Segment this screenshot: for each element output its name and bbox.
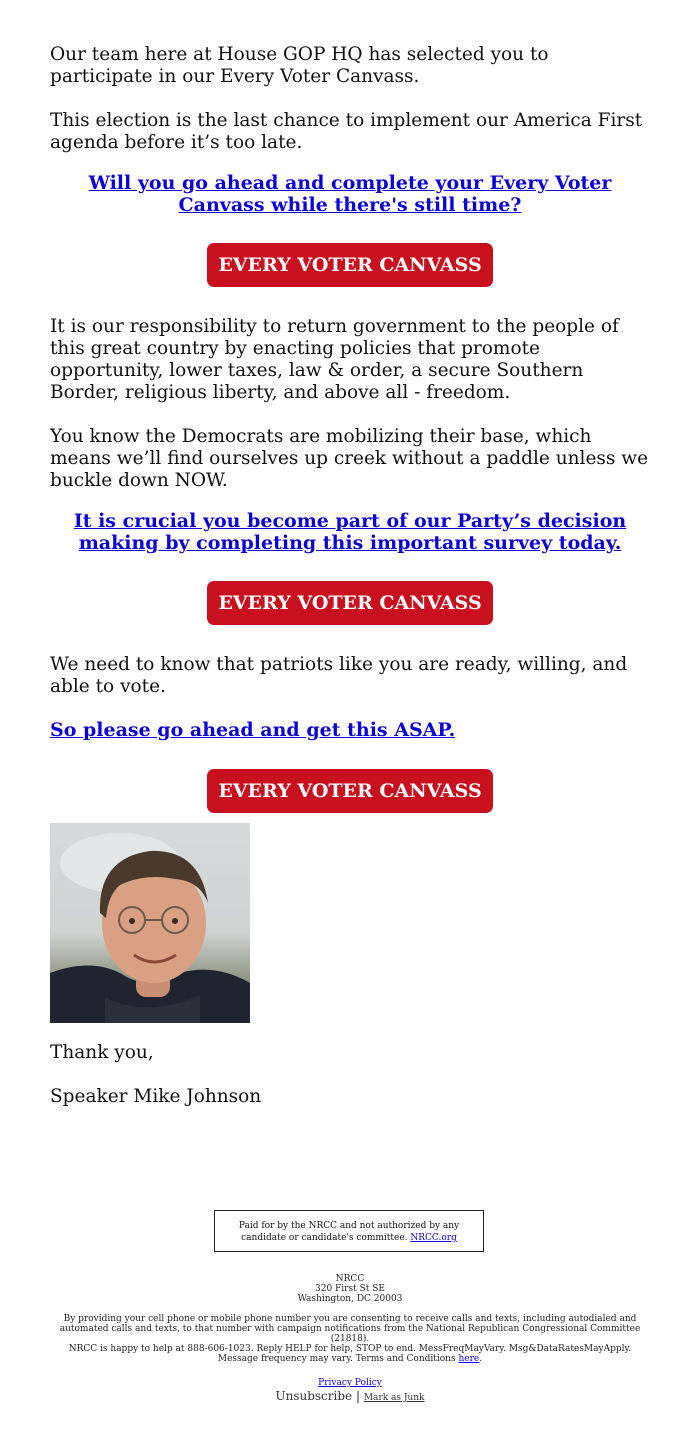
consent-text: By providing your cell phone or mobile phone number you are consenting to receive calls and texts, including autodialed and automated calls and texts, to that number with campaign notifications from the National Republican Congressional Committee (21818).	[59, 1314, 641, 1344]
street-address: 320 First St SE	[315, 1284, 385, 1294]
paid-for-text: Paid for by the NRCC and not authorized by any candidate or candidate's committee.	[238, 1221, 460, 1243]
canvass-button-3[interactable]: EVERY VOTER CANVASS	[207, 769, 493, 813]
unsubscribe-row: Unsubscribe | Mark as Junk	[275, 1389, 425, 1403]
unsubscribe-link[interactable]: Unsubscribe	[275, 1389, 353, 1403]
middle-paragraph-2: You know the Democrats are mobilizing their base, which means we’ll find ourselves up creek without a paddle unless we buckle down NOW.	[50, 426, 649, 491]
city-address: Washington, DC 20003	[297, 1294, 403, 1304]
privacy-policy-link[interactable]: Privacy Policy	[318, 1378, 382, 1388]
canvass-button-2[interactable]: EVERY VOTER CANVASS	[207, 581, 493, 625]
canvass-link-3[interactable]: So please go ahead and get this ASAP.	[50, 719, 456, 741]
canvass-link-1[interactable]: Will you go ahead and complete your Every Voter Canvass while there's still time?	[88, 172, 612, 216]
help-text: NRCC is happy to help at 888-606-1023. Reply HELP for help, STOP to end. MessFreqMayVary. Msg&DataRatesMayApply. Message frequency may vary. Terms and Conditions	[68, 1344, 632, 1364]
canvass-link-2[interactable]: It is crucial you become part of our Party’s decision making by completing this important survey today.	[73, 510, 627, 554]
thanks-text: Thank you,	[50, 1042, 154, 1063]
mark-as-junk-link[interactable]: Mark as Junk	[363, 1393, 425, 1403]
speaker-photo	[50, 823, 250, 1023]
paid-for-disclaimer	[214, 1210, 484, 1252]
help-text-block: NRCC is happy to help at 888-606-1023. Reply HELP for help, STOP to end. MessFreqMayVary. Msg&DataRatesMayApply. Message frequency may vary. Terms and Conditions here.	[68, 1344, 632, 1364]
terms-link[interactable]: here	[458, 1354, 480, 1364]
middle-paragraph-1: It is our responsibility to return government to the people of this great country by enacting policies that promote opportunity, lower taxes, law & order, a secure Southern Border, religious liberty, and above all - freedom.	[50, 316, 619, 403]
privacy-row	[0, 1378, 700, 1388]
signature-name: Speaker Mike Johnson	[50, 1086, 262, 1107]
intro-paragraph-1: Our team here at House GOP HQ has selected you to participate in our Every Voter Canvass.	[50, 44, 549, 87]
nrcc-org-link[interactable]: NRCC.org	[410, 1233, 457, 1243]
org-name: NRCC	[335, 1274, 365, 1284]
closing-paragraph: We need to know that patriots like you are ready, willing, and able to vote.	[50, 654, 628, 697]
canvass-button-1[interactable]: EVERY VOTER CANVASS	[207, 243, 493, 287]
address-block	[0, 1274, 700, 1304]
intro-paragraph-2: This election is the last chance to implement our America First agenda before it’s too late.	[50, 110, 643, 153]
